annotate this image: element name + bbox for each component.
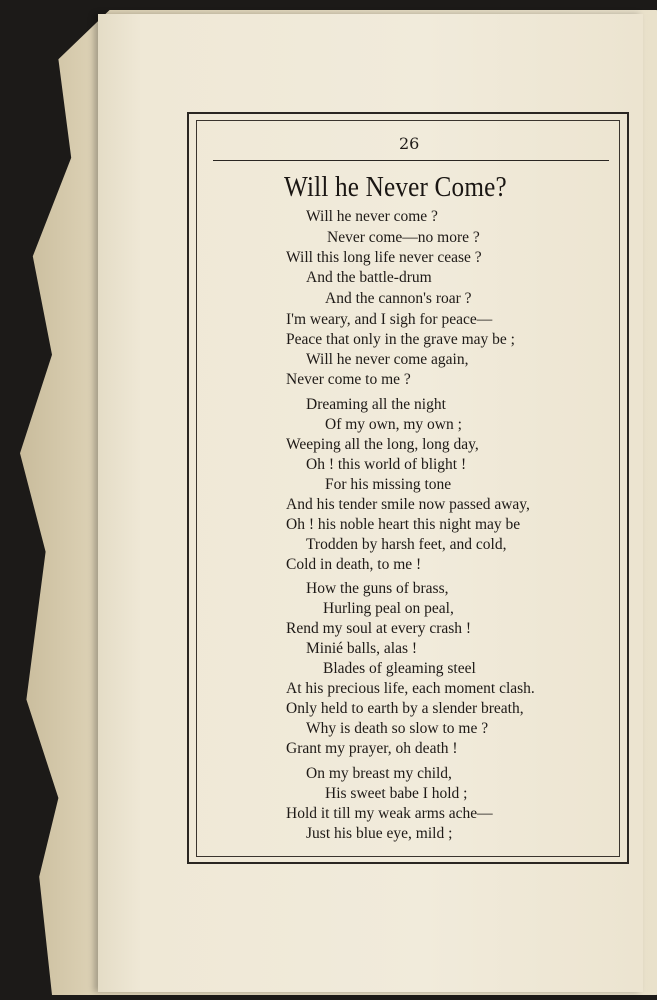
poem-line: Never come—no more ? xyxy=(327,229,480,246)
header-rule xyxy=(213,160,609,161)
poem-line: Cold in death, to me ! xyxy=(286,556,422,573)
poem-line: Why is death so slow to me ? xyxy=(306,720,489,737)
poem-line: Oh ! his noble heart this night may be xyxy=(286,516,521,533)
poem-line: Dreaming all the night xyxy=(306,396,446,413)
poem-line: Will he never come again, xyxy=(306,351,469,368)
poem-line: I'm weary, and I sigh for peace— xyxy=(286,311,493,328)
poem-line: Will he never come ? xyxy=(306,208,438,225)
poem-line: And the battle-drum xyxy=(306,269,432,286)
poem-line: Rend my soul at every crash ! xyxy=(286,620,472,637)
poem-line: Only held to earth by a slender breath, xyxy=(286,700,524,717)
poem-line: Minié balls, alas ! xyxy=(306,640,418,657)
poem-line: Hurling peal on peal, xyxy=(323,600,454,617)
poem-line: For his missing tone xyxy=(325,476,452,493)
poem-line: How the guns of brass, xyxy=(306,580,449,597)
poem-line: And his tender smile now passed away, xyxy=(286,496,530,513)
poem-line: And the cannon's roar ? xyxy=(325,290,472,307)
poem-line: Grant my prayer, oh death ! xyxy=(286,740,458,757)
page-number: 26 xyxy=(399,134,420,153)
poem-line: Trodden by harsh feet, and cold, xyxy=(306,536,507,553)
poem-line: Will this long life never cease ? xyxy=(286,249,482,266)
poem-line: His sweet babe I hold ; xyxy=(325,785,468,802)
poem-line: Hold it till my weak arms ache— xyxy=(286,805,493,822)
poem-line: Peace that only in the grave may be ; xyxy=(286,331,515,348)
poem-line: On my breast my child, xyxy=(306,765,452,782)
poem-line: At his precious life, each moment clash. xyxy=(286,680,535,697)
poem-title: Will he Never Come? xyxy=(284,172,507,203)
poem-line: Oh ! this world of blight ! xyxy=(306,456,467,473)
poem-line: Blades of gleaming steel xyxy=(323,660,476,677)
poem-line: Weeping all the long, long day, xyxy=(286,436,479,453)
poem-line: Just his blue eye, mild ; xyxy=(306,825,453,842)
poem-line: Never come to me ? xyxy=(286,371,411,388)
poem-line: Of my own, my own ; xyxy=(325,416,462,433)
